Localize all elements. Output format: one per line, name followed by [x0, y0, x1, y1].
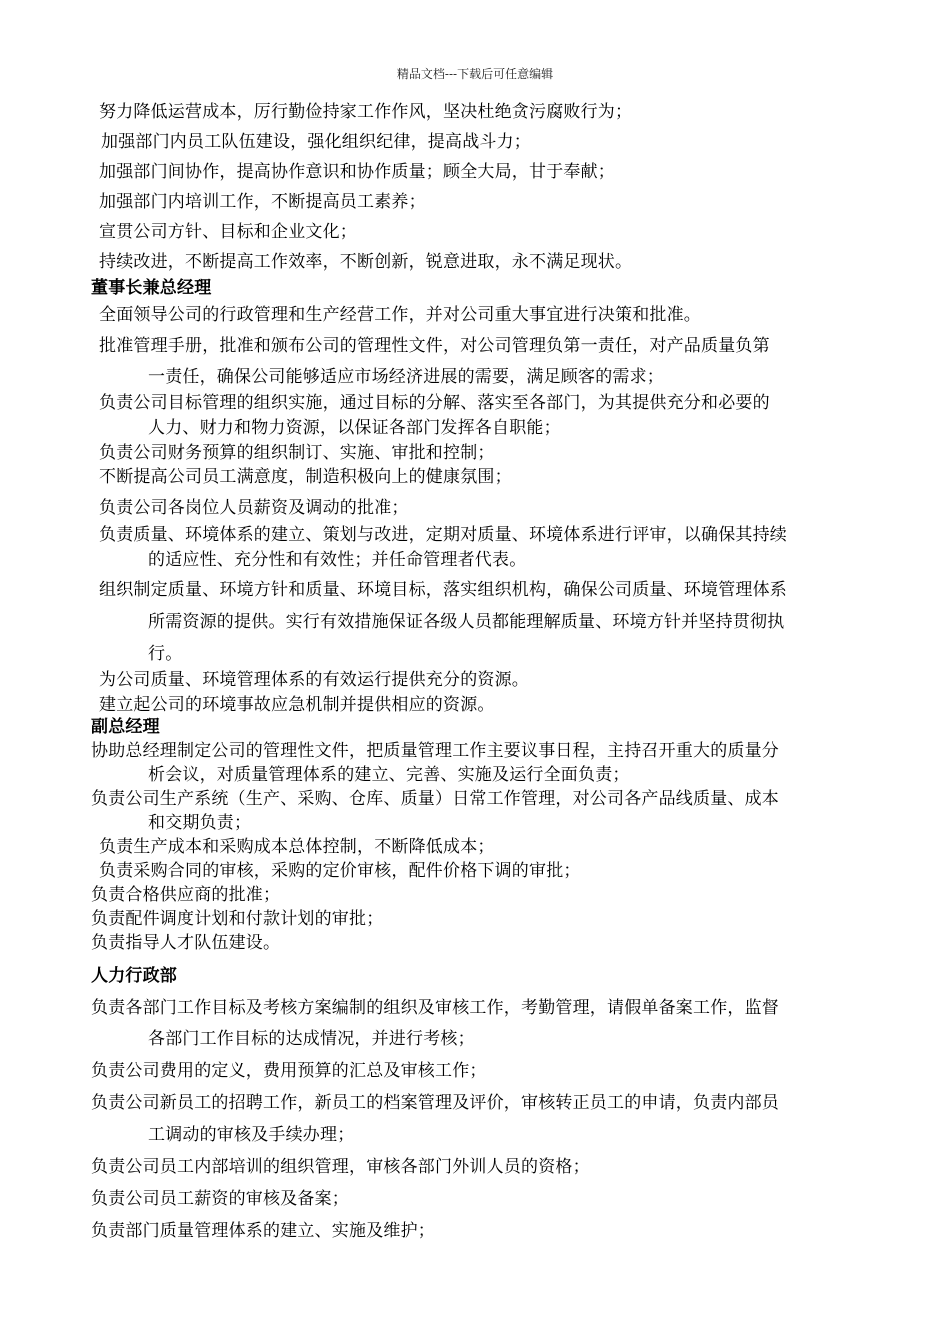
text-line: 的适应性、充分性和有效性；并任命管理者代表。: [148, 550, 527, 570]
text-line: 负责各部门工作目标及考核方案编制的组织及审核工作，考勤管理，请假单备案工作，监督: [91, 998, 779, 1018]
text-line: 负责部门质量管理体系的建立、实施及维护；: [91, 1221, 435, 1241]
text-line: 负责公司员工内部培训的组织管理，审核各部门外训人员的资格；: [91, 1157, 590, 1177]
text-line: 建立起公司的环境事故应急机制并提供相应的资源。: [99, 695, 495, 715]
text-line: 加强部门内培训工作，不断提高员工素养；: [99, 192, 426, 212]
text-line: 努力降低运营成本，厉行勤俭持家工作作风，坚决杜绝贪污腐败行为；: [99, 102, 633, 122]
text-line: 负责公司生产系统（生产、采购、仓库、质量）日常工作管理，对公司各产品线质量、成本: [91, 789, 779, 809]
section-heading: 副总经理: [91, 717, 160, 737]
text-line: 负责采购合同的审核，采购的定价审核，配件价格下调的审批；: [99, 861, 581, 881]
text-line: 析会议，对质量管理体系的建立、完善、实施及运行全面负责；: [148, 765, 630, 785]
section-heading: 董事长兼总经理: [91, 278, 212, 298]
text-line: 和交期负责；: [148, 813, 252, 833]
text-line: 负责指导人才队伍建设。: [91, 933, 281, 953]
text-line: 负责质量、环境体系的建立、策划与改进，定期对质量、环境体系进行评审，以确保其持续: [99, 525, 787, 545]
text-line: 工调动的审核及手续办理；: [148, 1125, 355, 1145]
text-line: 人力、财力和物力资源，以保证各部门发挥各自职能；: [148, 418, 561, 438]
text-line: 行。: [148, 644, 183, 664]
text-line: 负责公司新员工的招聘工作，新员工的档案管理及评价，审核转正员工的申请，负责内部员: [91, 1093, 779, 1113]
text-line: 负责公司员工薪资的审核及备案；: [91, 1189, 349, 1209]
section-heading: 人力行政部: [91, 966, 177, 986]
text-line: 负责合格供应商的批准；: [91, 885, 281, 905]
text-line: 为公司质量、环境管理体系的有效运行提供充分的资源。: [99, 670, 529, 690]
text-line: 所需资源的提供。实行有效措施保证各级人员都能理解质量、环境方针并坚持贯彻执: [148, 612, 785, 632]
text-line: 加强部门内员工队伍建设，强化组织纪律，提高战斗力；: [101, 132, 531, 152]
text-line: 负责公司财务预算的组织制订、实施、审批和控制；: [99, 443, 495, 463]
text-line: 负责生产成本和采购成本总体控制，不断降低成本；: [99, 837, 495, 857]
text-line: 加强部门间协作，提高协作意识和协作质量；顾全大局，甘于奉献；: [99, 162, 615, 182]
text-line: 各部门工作目标的达成情况，并进行考核；: [148, 1029, 475, 1049]
text-line: 不断提高公司员工满意度，制造积极向上的健康氛围；: [99, 467, 512, 487]
text-line: 协助总经理制定公司的管理性文件，把质量管理工作主要议事日程，主持召开重大的质量分: [91, 741, 779, 761]
text-line: 负责公司各岗位人员薪资及调动的批准；: [99, 498, 409, 518]
text-line: 全面领导公司的行政管理和生产经营工作，并对公司重大事宜进行决策和批准。: [99, 305, 701, 325]
text-line: 负责公司费用的定义，费用预算的汇总及审核工作；: [91, 1061, 487, 1081]
text-line: 宣贯公司方针、目标和企业文化；: [99, 222, 357, 242]
page-header: 精品文档---下载后可任意编辑: [396, 67, 554, 81]
text-line: 一责任，确保公司能够适应市场经济进展的需要，满足顾客的需求；: [148, 367, 664, 387]
text-line: 组织制定质量、环境方针和质量、环境目标，落实组织机构，确保公司质量、环境管理体系: [99, 580, 787, 600]
text-line: 持续改进，不断提高工作效率，不断创新，锐意进取，永不满足现状。: [99, 252, 633, 272]
text-line: 负责公司目标管理的组织实施，通过目标的分解、落实至各部门，为其提供充分和必要的: [99, 393, 770, 413]
text-line: 负责配件调度计划和付款计划的审批；: [91, 909, 384, 929]
text-line: 批准管理手册，批准和颁布公司的管理性文件，对公司管理负第一责任，对产品质量负第: [99, 336, 770, 356]
